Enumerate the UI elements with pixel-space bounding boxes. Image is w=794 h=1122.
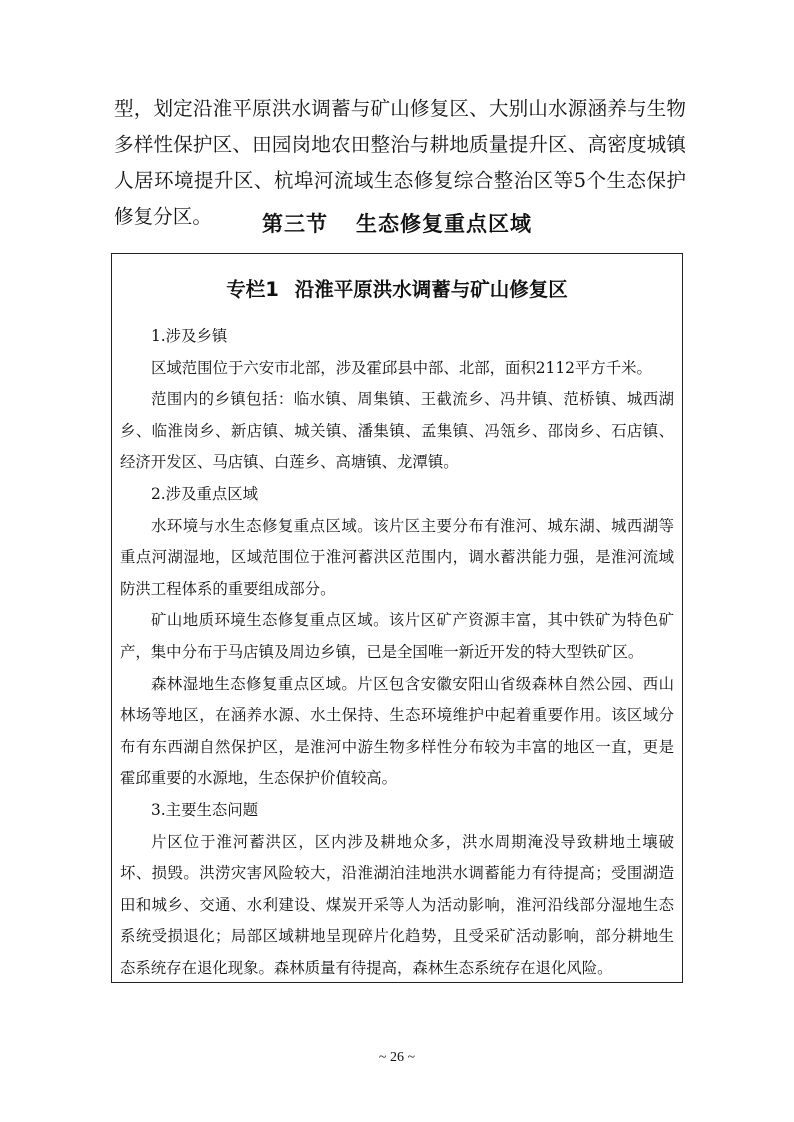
box-paragraph: 3.主要生态问题 xyxy=(151,800,259,819)
box-paragraph: 区域范围位于六安市北部，涉及霍邱县中部、北部，面积2112平方千米。 xyxy=(151,358,652,377)
box-paragraph: 片区位于淮河蓄洪区，区内涉及耕地众多，洪水周期淹没导致耕地土壤破坏、损毁。洪涝灾害风险较大，沿淮湖泊洼地洪水调蓄能力有待提高；受围湖造田和城乡、交通、水利建设、煤炭开采等人为活动影响，淮河沿线部分湿地生态系统受损退化；局部区域耕地呈现碎片化趋势，且受采矿活动影响，部分耕地生态系统存在退化现象。森林质量有待提高，森林生态系统存在退化风险。 xyxy=(120,832,674,977)
section-heading xyxy=(0,208,794,238)
box-paragraph: 范围内的乡镇包括：临水镇、周集镇、王截流乡、冯井镇、范桥镇、城西湖乡、临淮岗乡、新店镇、城关镇、潘集镇、孟集镇、冯瓴乡、邵岗乡、石店镇、经济开发区、马店镇、白莲乡、高塘镇、龙潭镇。 xyxy=(120,390,674,472)
box-paragraph: 矿山地质环境生态修复重点区域。该片区矿产资源丰富，其中铁矿为特色矿产，集中分布于马店镇及周边乡镇，已是全国唯一新近开发的特大型铁矿区。 xyxy=(120,611,674,661)
box-paragraph: 2.涉及重点区域 xyxy=(151,484,259,503)
feature-box xyxy=(111,253,683,983)
box-paragraph: 1.涉及乡镇 xyxy=(151,327,228,345)
box-body xyxy=(120,321,674,984)
page-number: ~ 26 ~ xyxy=(378,1050,416,1065)
box-label: 专栏1 xyxy=(226,278,279,301)
section-title: 生态修复重点区域 xyxy=(356,212,532,236)
box-paragraph: 森林湿地生态修复重点区域。片区包含安徽安阳山省级森林自然公园、西山林场等地区，在涵养水源、水土保持、生态环境维护中起着重要作用。该区域分布有东西湖自然保护区，是淮河中游生物多样性分布较为丰富的地区一直，更是霍邱重要的水源地，生态保护价值较高。 xyxy=(120,674,674,788)
box-heading xyxy=(112,274,682,302)
intro-text: 型，划定沿淮平原洪水调蓄与矿山修复区、大别山水源涵养与生物多样性保护区、田园岗地农田整治与耕地质量提升区、高密度城镇人居环境提升区、杭埠河流域生态修复综合整治区等5个生态保护修复分区。 xyxy=(114,97,686,228)
box-title: 沿淮平原洪水调蓄与矿山修复区 xyxy=(294,278,568,301)
box-paragraph: 水环境与水生态修复重点区域。该片区主要分布有淮河、城东湖、城西湖等重点河湖湿地，区域范围位于淮河蓄洪区范围内，调水蓄洪能力强，是淮河流域防洪工程体系的重要组成部分。 xyxy=(120,516,674,598)
section-number: 第三节 xyxy=(262,212,328,236)
